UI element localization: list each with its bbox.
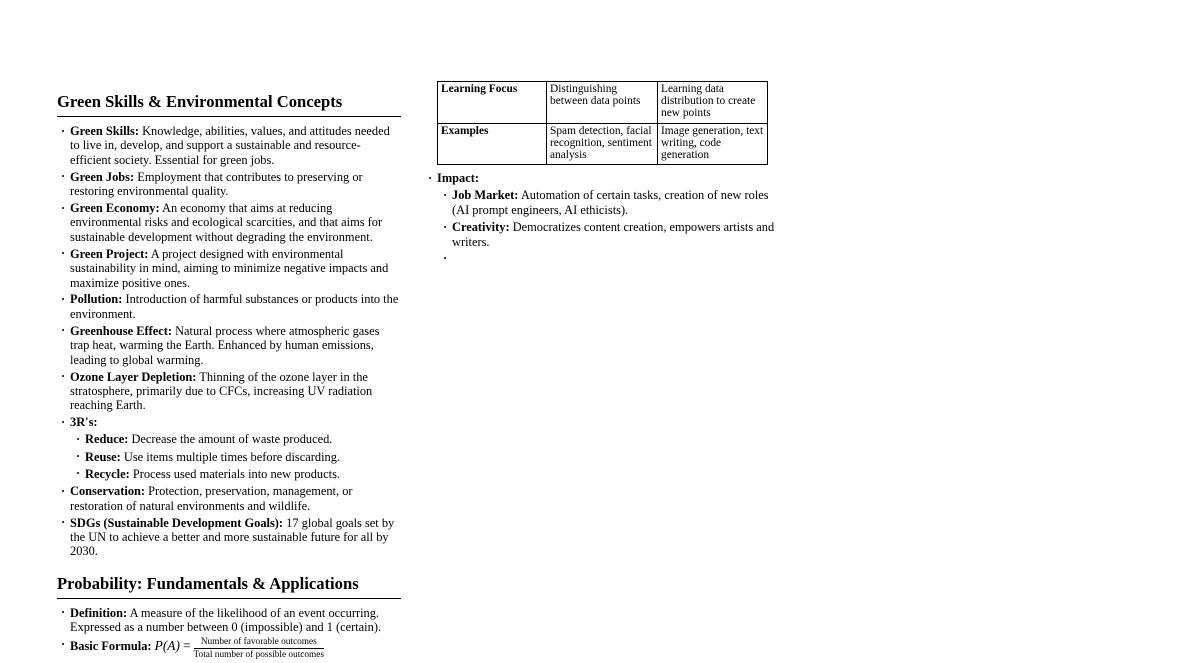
- section-heading: Green Skills & Environmental Concepts: [57, 92, 401, 117]
- term-label: Green Skills:: [70, 124, 139, 138]
- list-item: [70, 292, 401, 321]
- right-column: [437, 81, 778, 252]
- item-text: Protection, preservation, management, or restoration of natural environments and wildlife.: [70, 484, 353, 513]
- list-item: [85, 467, 401, 481]
- term-label: Green Jobs:: [70, 169, 135, 184]
- row-header-cell: Examples: [438, 123, 547, 165]
- term-label: Job Market:: [452, 188, 519, 203]
- list-item: [70, 247, 401, 290]
- comparison-table: [437, 81, 768, 165]
- list-item: [85, 432, 401, 446]
- item-text: A project designed with environmental sustainability in mind, aiming to minimize negative impacts and maximize positive ones.: [70, 246, 389, 290]
- term-label: Conservation:: [70, 484, 146, 499]
- term-label: Definition:: [70, 605, 128, 620]
- list-item: [70, 201, 401, 244]
- term-label: Green Project:: [70, 246, 149, 261]
- item-text: Democratizes content creation, empowers artists and writers.: [452, 220, 775, 249]
- section-heading: Probability: Fundamentals & Applications: [57, 574, 401, 599]
- term-label: Pollution:: [70, 292, 123, 307]
- bullet-list: [70, 432, 401, 481]
- table-cell: Learning data distribution to create new points: [658, 82, 768, 124]
- bullet-list: [437, 188, 778, 249]
- item-text: Introduction of harmful substances or products into the environment.: [70, 292, 399, 321]
- formula-lhs: P(A): [154, 638, 180, 654]
- table-cell: Distinguishing between data points: [547, 82, 658, 124]
- term-label: Basic Formula:: [70, 639, 152, 654]
- list-item: [70, 637, 401, 660]
- row-header-cell: Learning Focus: [438, 82, 547, 124]
- list-item: [70, 484, 401, 513]
- probability-formula: [154, 637, 325, 661]
- list-item: [437, 171, 778, 249]
- list-item: [70, 324, 401, 367]
- table-body: [438, 82, 768, 165]
- bullet-list: [57, 124, 401, 559]
- term-label: Greenhouse Effect:: [70, 323, 172, 338]
- left-column: [57, 92, 401, 663]
- list-item: [70, 124, 401, 167]
- formula-denominator: Total number of possible outcomes: [193, 650, 325, 661]
- table-cell: Image generation, text writing, code generation: [658, 123, 768, 165]
- term-label: Reuse:: [85, 449, 121, 464]
- item-text: 17 global goals set by the UN to achieve a better and more sustainable future for all by 2030.: [70, 515, 395, 559]
- term-label: Ozone Layer Depletion:: [70, 369, 197, 384]
- list-item: [85, 450, 401, 464]
- item-text: Automation of certain tasks, creation of new roles (AI prompt engineers, AI ethicists).: [452, 188, 769, 217]
- item-text: Natural process where atmospheric gases trap heat, warming the Earth. Enhanced by human emissions, leading to global warming.: [70, 323, 380, 367]
- term-label: Green Economy:: [70, 201, 160, 216]
- item-text: Knowledge, abilities, values, and attitudes needed to live in, develop, and support a sustainable and resource-efficient society. Essential for green jobs.: [70, 124, 390, 167]
- item-text: Use items multiple times before discarding.: [123, 449, 341, 464]
- list-item: [452, 188, 778, 217]
- table-cell: Spam detection, facial recognition, sentiment analysis: [547, 123, 658, 165]
- term-label: Creativity:: [452, 220, 510, 235]
- item-text: Thinning of the ozone layer in the stratosphere, primarily due to CFCs, increasing UV radiation reaching Earth.: [70, 369, 373, 413]
- item-text: Decrease the amount of waste produced.: [131, 432, 333, 447]
- list-item: [70, 606, 401, 635]
- term-label: Recycle:: [85, 466, 130, 481]
- item-text: Employment that contributes to preserving or restoring environmental quality.: [70, 169, 363, 199]
- bullet-list: [437, 171, 778, 249]
- table-row: [438, 82, 768, 124]
- formula-equals: =: [182, 638, 191, 654]
- list-item: [70, 170, 401, 199]
- list-item: [452, 220, 778, 249]
- table-row: [438, 123, 768, 165]
- term-label: SDGs (Sustainable Development Goals):: [70, 515, 284, 530]
- term-label: Impact:: [437, 171, 479, 186]
- term-label: 3R's:: [70, 415, 98, 430]
- formula-numerator: Number of favorable outcomes: [194, 637, 325, 649]
- term-label: Reduce:: [85, 432, 129, 447]
- bullet-list: [57, 606, 401, 661]
- item-text: An economy that aims at reducing environmental risks and ecological scarcities, and that aims for sustainable development without degrading the environment.: [70, 201, 383, 244]
- item-text: A measure of the likelihood of an event occurring. Expressed as a number between 0 (impossible) and 1 (certain).: [70, 605, 382, 635]
- list-item: [70, 370, 401, 413]
- list-item: [70, 415, 401, 481]
- item-text: Process used materials into new products.: [132, 466, 340, 481]
- formula-fraction: [194, 637, 325, 660]
- list-item: [70, 516, 401, 559]
